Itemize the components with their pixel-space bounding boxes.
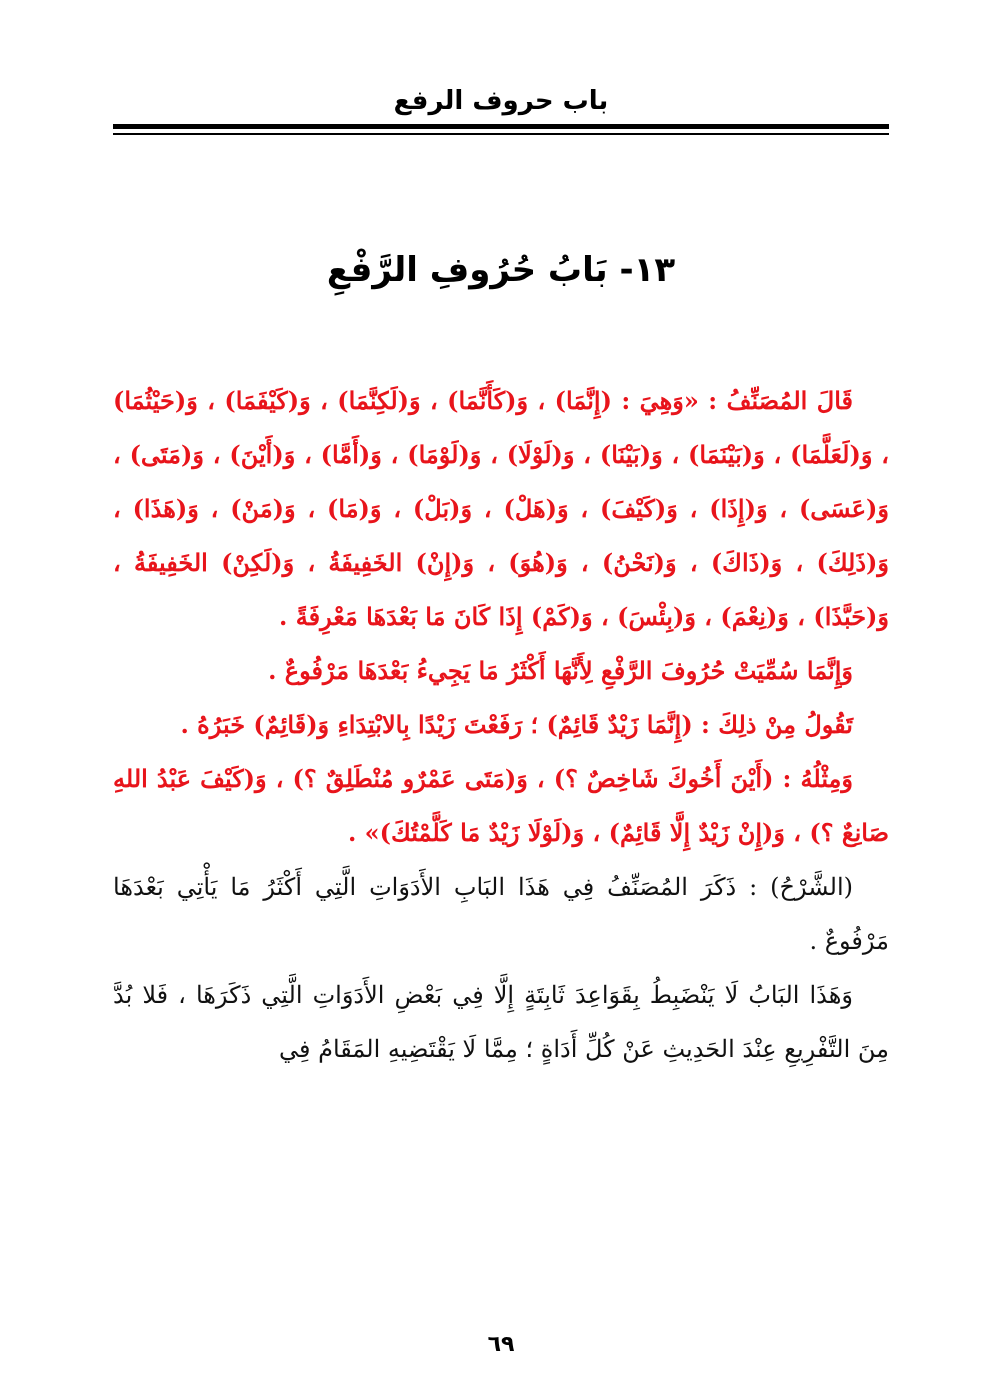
chapter-title: ١٣- بَابُ حُرُوفِ الرَّفْعِ xyxy=(326,250,676,290)
header-rule-thick xyxy=(113,124,889,129)
page-number: ٦٩ xyxy=(487,1332,515,1357)
header-rule-thin xyxy=(113,133,889,135)
matn-paragraph-example: تَقُولُ مِنْ ذلِكَ : (إِنَّمَا زَيْدٌ قَائِمٌ) ؛ رَفَعْتَ زَيْدًا بِالابْتِدَاءِ وَ(قَائِمٌ) خَبَرُهُ . xyxy=(180,710,853,739)
sharh-paragraph-intro: (الشَّرْحُ) : ذَكَرَ المُصَنِّفُ فِي هَذَا البَابِ الأَدَوَاتِ الَّتِي أَكْثَرُ مَا يَأْتِي بَعْدَهَا مَرْفُوعٌ . xyxy=(113,873,889,955)
body-text xyxy=(113,374,889,1076)
running-head: باب حروف الرفع xyxy=(393,86,609,116)
sharh-paragraph-rules: وَهَذَا البَابُ لَا يَنْضَبِطُ بِقَوَاعِدَ ثَابِتَةٍ إِلَّا فِي بَعْضِ الأَدَوَاتِ الَّتِي ذَكَرَهَا ، فَلا بُدَّ مِنَ التَّفْرِيعِ عِنْدَ الحَدِيثِ عَنْ كُلِّ أَدَاةٍ ؛ مِمَّا لَا يَقْتَضِيهِ المَقَامُ فِي xyxy=(113,981,889,1063)
matn-paragraph-more-examples: وَمِثْلُهُ : (أَيْنَ أَخُوكَ شَاخِصٌ ؟) ، وَ(مَتَى عَمْرٌو مُنْطَلِقٌ ؟) ، وَ(كَيْفَ عَبْدُ اللهِ صَانِعٌ ؟) ، وَ(إِنْ زَيْدٌ إِلَّا قَائِمٌ) ، وَ(لَوْلَا زَيْدٌ مَا كَلَّمْتُكَ)» . xyxy=(113,764,889,847)
matn-paragraph-reason-for-name: وَإِنَّمَا سُمِّيَتْ حُرُوفَ الرَّفْعِ لِأَنَّهَا أَكْثَرُ مَا يَجِيءُ بَعْدَهَا مَرْفُوعٌ . xyxy=(268,656,853,685)
matn-paragraph-list-of-particles: قَالَ المُصَنِّفُ : «وَهِيَ : (إِنَّمَا) ، وَ(كَأَنَّمَا) ، وَ(لَكِنَّمَا) ، وَ(كَيْفَمَا) ، وَ(حَيْثُمَا) ، وَ(لَعَلَّمَا) ، وَ(بَيْنَمَا) ، وَ(بَيْنَا) ، وَ(لَوْلَا) ، وَ(لَوْمَا) ، وَ(أَمَّا) ، وَ(أَيْنَ) ، وَ(مَتَى) ، وَ(عَسَى) ، وَ(إِذَا) ، وَ(كَيْفَ) ، وَ(هَلْ) ، وَ(بَلْ) ، وَ(مَا) ، وَ(مَنْ) ، وَ(هَذَا) ، وَ(ذَلِكَ) ، وَ(ذَاكَ) ، وَ(نَحْنُ) ، وَ(هُوَ) ، وَ(إِنْ) الخَفِيفَةُ ، وَ(لَكِنْ) الخَفِيفَةُ ، وَ(حَبَّذَا) ، وَ(نِعْمَ) ، وَ(بِئْسَ) ، وَ(كَمْ) إِذَا كَانَ مَا بَعْدَهَا مَعْرِفَةً . xyxy=(113,386,889,631)
